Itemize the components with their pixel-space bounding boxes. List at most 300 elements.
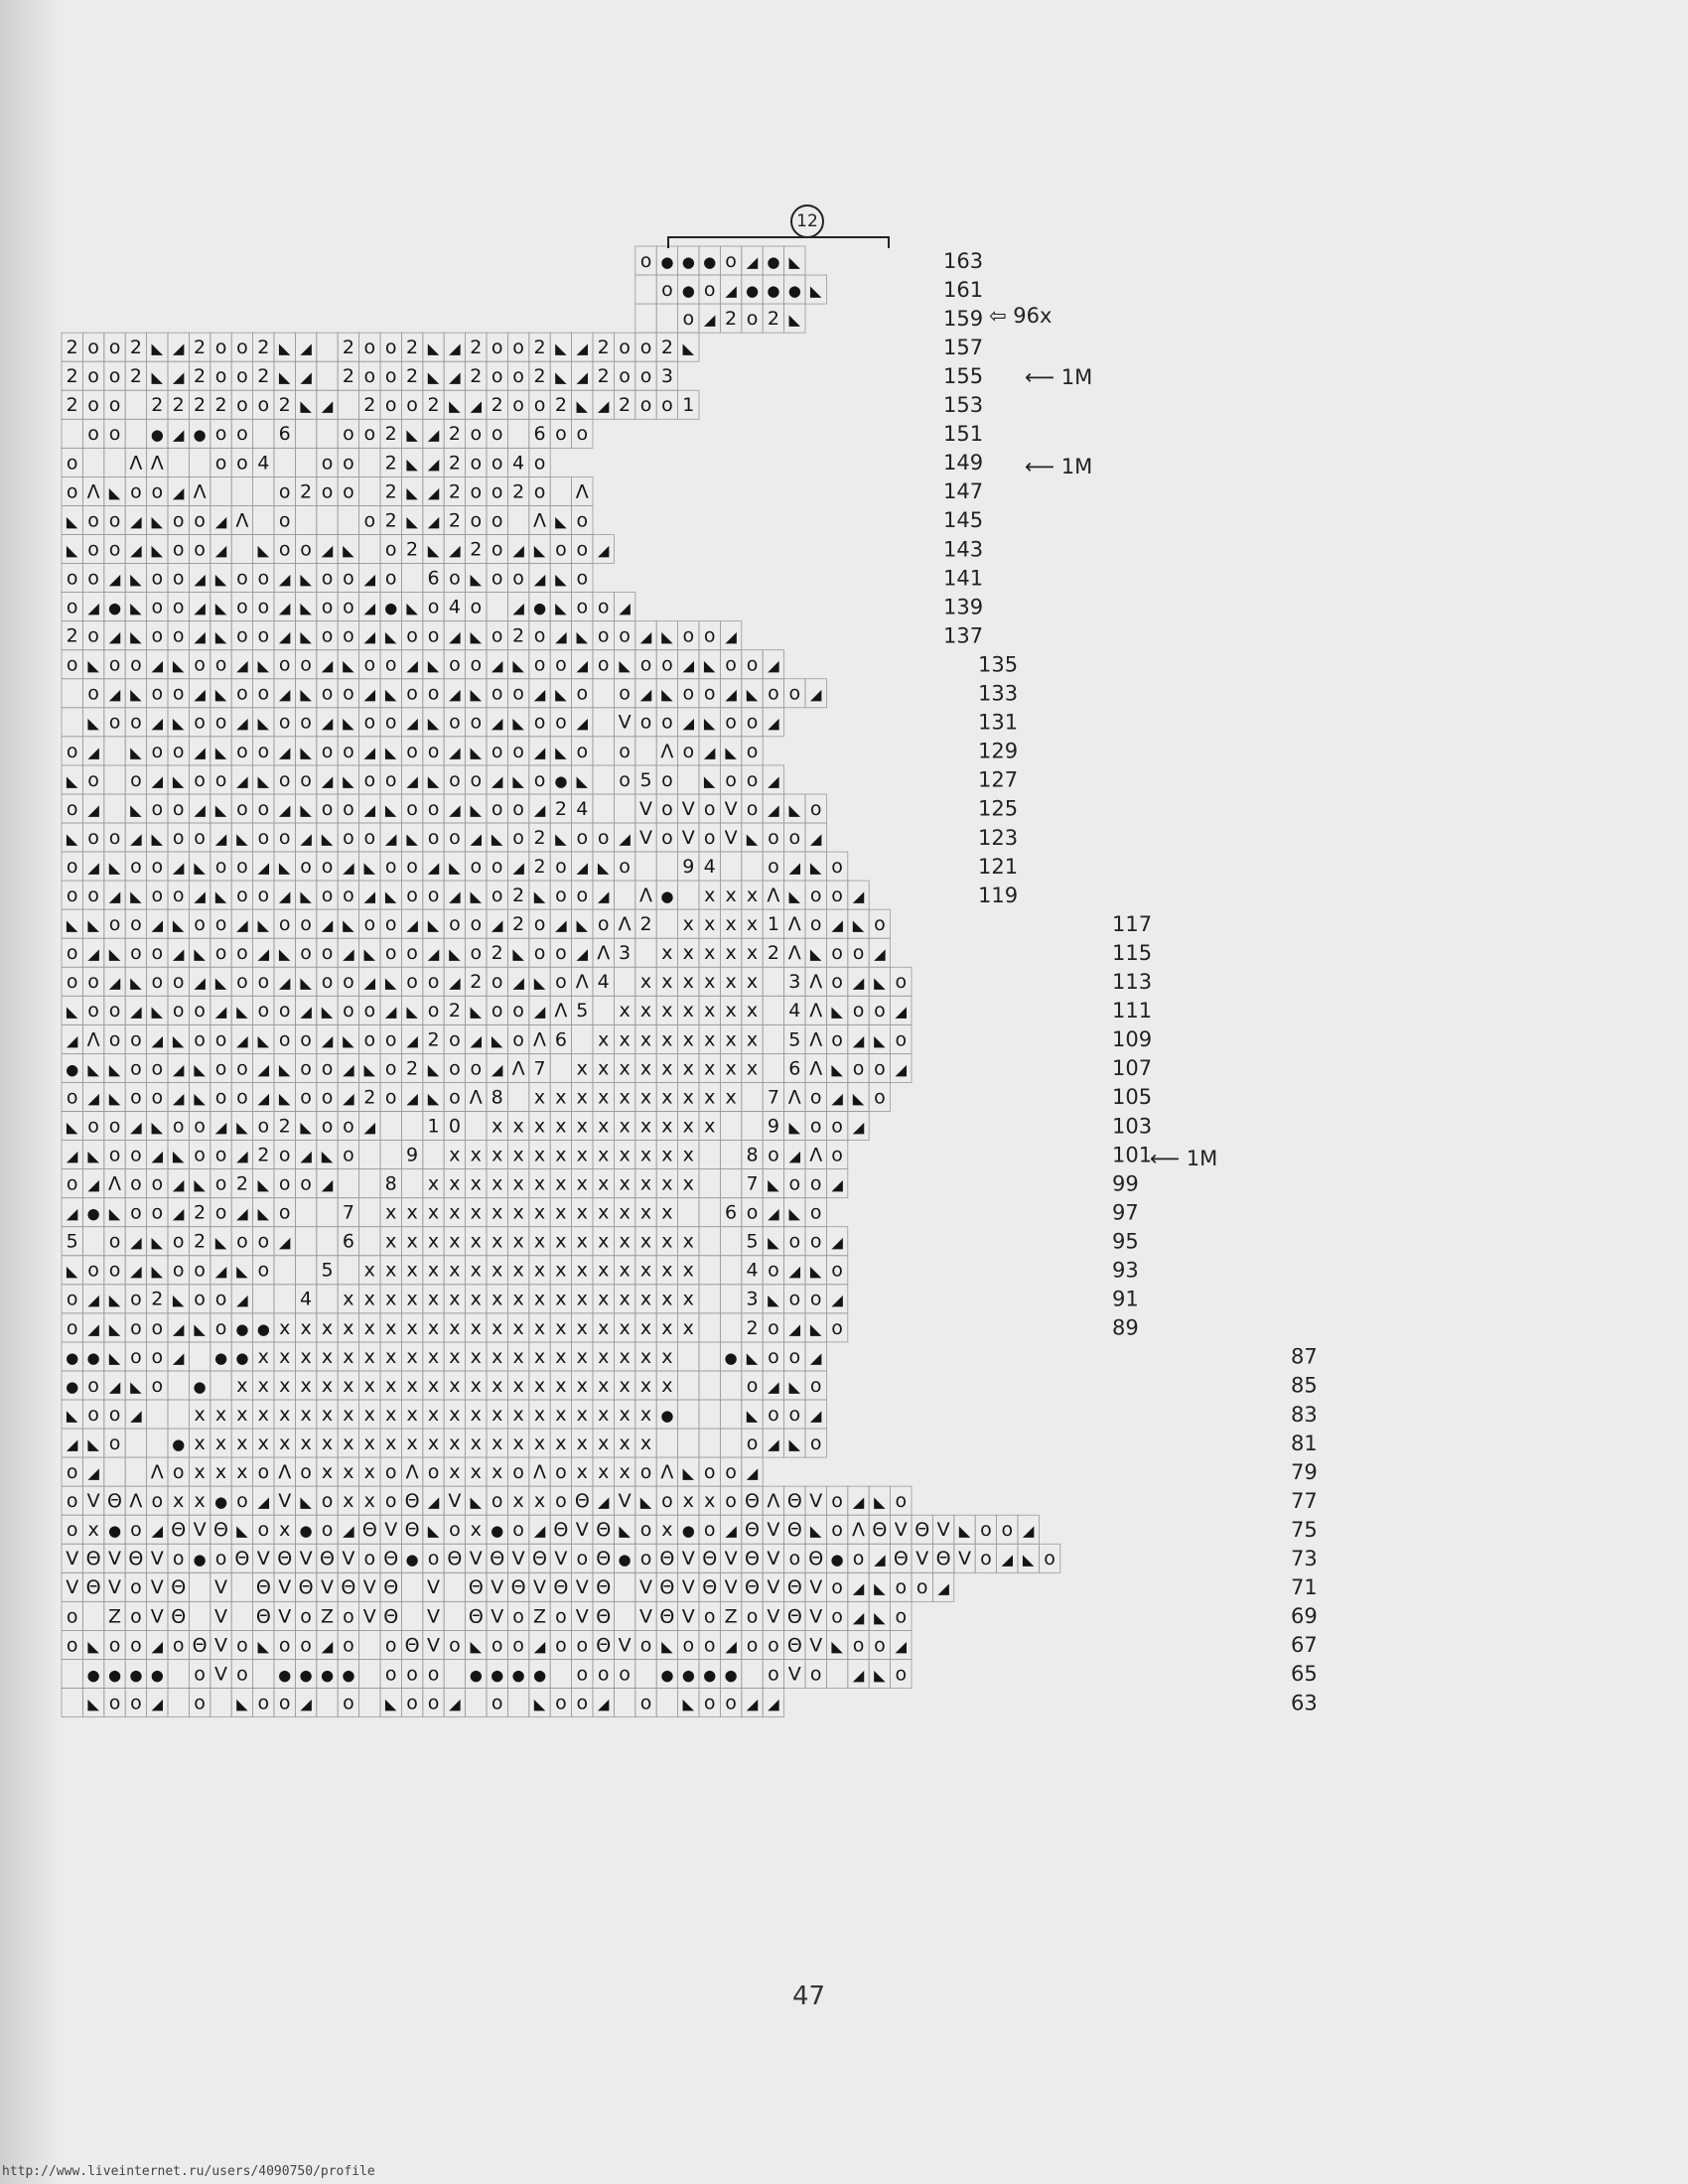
chart-symbol: Θ bbox=[786, 1576, 802, 1599]
chart-symbol: Θ bbox=[468, 1576, 484, 1599]
chart-symbol: ● bbox=[405, 1551, 419, 1570]
chart-cell bbox=[656, 1689, 677, 1717]
chart-symbol: ● bbox=[681, 281, 695, 300]
chart-symbol: x bbox=[576, 1374, 588, 1397]
chart-row-133 bbox=[62, 679, 1018, 708]
chart-symbol: o bbox=[172, 624, 185, 647]
chart-symbol: o bbox=[66, 1288, 78, 1310]
chart-symbol: o bbox=[852, 1634, 865, 1657]
chart-symbol: ● bbox=[107, 599, 122, 617]
chart-cell bbox=[550, 1053, 571, 1082]
chart-symbol: Θ bbox=[574, 1490, 590, 1513]
chart-symbol: ◢ bbox=[852, 1608, 865, 1627]
chart-symbol: ◣ bbox=[236, 1522, 248, 1541]
chart-symbol: ◣ bbox=[384, 887, 397, 906]
chart-symbol: x bbox=[427, 1201, 440, 1224]
chart-symbol: ◣ bbox=[257, 1637, 270, 1656]
chart-symbol: x bbox=[449, 1403, 461, 1426]
chart-symbol: ◢ bbox=[321, 397, 334, 416]
chart-symbol: ◣ bbox=[512, 771, 524, 790]
chart-cell bbox=[699, 1429, 720, 1457]
chart-symbol: ◢ bbox=[576, 945, 589, 964]
chart-symbol: o bbox=[257, 596, 270, 618]
chart-symbol: ◢ bbox=[151, 916, 164, 935]
chart-symbol: o bbox=[788, 1230, 801, 1253]
chart-cell bbox=[444, 1601, 465, 1630]
chart-cell bbox=[317, 1689, 338, 1717]
chart-cell bbox=[231, 1572, 252, 1601]
chart-symbol: o bbox=[363, 826, 376, 849]
chart-row-105 bbox=[62, 1082, 1152, 1111]
chart-cell bbox=[699, 1169, 720, 1198]
chart-symbol: 2 bbox=[533, 337, 546, 359]
chart-symbol: ◢ bbox=[87, 800, 99, 819]
chart-cell bbox=[742, 1112, 763, 1141]
chart-row-71 bbox=[62, 1572, 1318, 1601]
chart-symbol: ◣ bbox=[214, 627, 227, 646]
chart-row-107 bbox=[62, 1053, 1152, 1082]
chart-symbol: x bbox=[661, 1028, 673, 1051]
chart-symbol: o bbox=[470, 942, 483, 965]
chart-cell bbox=[826, 1659, 847, 1688]
chart-symbol: ◣ bbox=[321, 1003, 334, 1022]
row-number: 85 bbox=[1291, 1373, 1318, 1398]
chart-symbol: o bbox=[491, 1634, 503, 1657]
chart-symbol: o bbox=[343, 423, 354, 446]
chart-symbol: o bbox=[384, 538, 397, 561]
chart-symbol: x bbox=[576, 1086, 588, 1109]
chart-symbol: 5 bbox=[576, 1000, 589, 1023]
chart-symbol: 3 bbox=[788, 971, 801, 994]
chart-symbol: o bbox=[278, 768, 291, 791]
chart-symbol: ◣ bbox=[449, 858, 461, 877]
chart-symbol: o bbox=[576, 682, 589, 705]
chart-symbol: o bbox=[321, 1086, 334, 1109]
chart-symbol: o bbox=[703, 1519, 716, 1542]
chart-cell bbox=[253, 1659, 274, 1688]
chart-symbol: o bbox=[576, 538, 589, 561]
chart-symbol: o bbox=[257, 740, 270, 762]
chart-cell bbox=[678, 1342, 699, 1371]
chart-symbol: x bbox=[492, 1432, 503, 1454]
chart-symbol: V bbox=[681, 826, 695, 849]
chart-symbol: ◣ bbox=[449, 397, 461, 416]
chart-symbol: o bbox=[491, 1000, 503, 1023]
chart-symbol: 2 bbox=[129, 337, 142, 359]
chart-symbol: 2 bbox=[470, 538, 483, 561]
chart-symbol: o bbox=[236, 942, 248, 965]
chart-symbol: o bbox=[576, 885, 589, 907]
note-label: 1M bbox=[1060, 365, 1093, 389]
chart-symbol: o bbox=[427, 596, 440, 618]
chart-symbol: o bbox=[214, 942, 227, 965]
chart-symbol: x bbox=[661, 1201, 673, 1224]
chart-symbol: o bbox=[257, 1519, 270, 1542]
chart-symbol: o bbox=[831, 1115, 843, 1138]
chart-symbol: o bbox=[130, 1519, 142, 1542]
chart-symbol: ◢ bbox=[746, 1464, 759, 1483]
chart-symbol: 2 bbox=[512, 885, 525, 907]
chart-symbol: ◣ bbox=[363, 1060, 376, 1079]
chart-symbol: 2 bbox=[384, 509, 397, 532]
chart-cell bbox=[359, 1227, 380, 1256]
chart-cell bbox=[295, 1256, 316, 1285]
chart-symbol: ◣ bbox=[533, 541, 546, 560]
chart-symbol: o bbox=[300, 711, 312, 734]
chart-symbol: ◢ bbox=[257, 1493, 270, 1512]
chart-symbol: o bbox=[449, 1086, 461, 1109]
chart-row-149 bbox=[62, 448, 983, 477]
chart-cell bbox=[401, 1601, 422, 1630]
chart-symbol: ◣ bbox=[321, 1147, 334, 1165]
chart-symbol: o bbox=[130, 1345, 142, 1368]
chart-symbol: V bbox=[618, 1490, 632, 1513]
chart-symbol: V bbox=[639, 797, 652, 820]
chart-symbol: x bbox=[470, 1316, 482, 1339]
chart-symbol: o bbox=[703, 278, 716, 301]
chart-symbol: 2 bbox=[512, 913, 525, 936]
chart-symbol: ◣ bbox=[151, 541, 164, 560]
chart-symbol: ◢ bbox=[278, 627, 291, 646]
chart-cell bbox=[507, 505, 528, 534]
chart-symbol: ◣ bbox=[130, 570, 142, 589]
chart-symbol: o bbox=[87, 567, 99, 590]
chart-symbol: o bbox=[427, 797, 440, 820]
chart-symbol: o bbox=[300, 855, 312, 878]
chart-symbol: x bbox=[427, 1288, 440, 1310]
chart-symbol: x bbox=[725, 1028, 737, 1051]
chart-symbol: V bbox=[214, 1576, 227, 1599]
chart-symbol: ◢ bbox=[236, 916, 248, 935]
chart-symbol: o bbox=[470, 913, 483, 936]
chart-symbol: x bbox=[300, 1403, 312, 1426]
chart-symbol: o bbox=[130, 1201, 142, 1224]
chart-symbol: o bbox=[66, 1172, 78, 1195]
chart-symbol: ◢ bbox=[278, 800, 291, 819]
chart-symbol: x bbox=[639, 1230, 652, 1253]
chart-cell bbox=[720, 1256, 741, 1285]
chart-symbol: x bbox=[725, 913, 737, 936]
chart-symbol: o bbox=[108, 1000, 121, 1023]
chart-symbol: 2 bbox=[66, 624, 78, 647]
chart-symbol: ◣ bbox=[470, 743, 483, 761]
chart-symbol: x bbox=[682, 1490, 694, 1513]
chart-symbol: ◢ bbox=[512, 541, 524, 560]
chart-cell bbox=[593, 737, 614, 765]
chart-symbol: x bbox=[300, 1316, 312, 1339]
chart-symbol: o bbox=[384, 913, 397, 936]
chart-symbol: o bbox=[236, 740, 248, 762]
chart-symbol: o bbox=[406, 1663, 418, 1686]
chart-symbol: ◢ bbox=[809, 829, 822, 848]
chart-symbol: Θ bbox=[383, 1605, 399, 1628]
chart-symbol: o bbox=[809, 1201, 822, 1224]
chart-symbol: o bbox=[619, 365, 631, 388]
chart-symbol: x bbox=[533, 1144, 546, 1166]
chart-symbol: x bbox=[661, 1288, 673, 1310]
chart-symbol: ● bbox=[491, 1666, 504, 1685]
chart-symbol: Θ bbox=[553, 1519, 569, 1542]
chart-symbol: o bbox=[214, 913, 227, 936]
chart-symbol: o bbox=[87, 682, 99, 705]
chart-row-91 bbox=[62, 1285, 1139, 1313]
chart-row-145 bbox=[62, 505, 983, 534]
chart-cell bbox=[678, 1371, 699, 1400]
chart-row-99 bbox=[62, 1169, 1139, 1198]
chart-symbol: ◣ bbox=[87, 916, 99, 935]
chart-symbol: ◢ bbox=[788, 858, 801, 877]
chart-symbol: o bbox=[682, 740, 695, 762]
chart-symbol: o bbox=[703, 1461, 716, 1484]
chart-symbol: x bbox=[619, 1461, 631, 1484]
chart-symbol: o bbox=[194, 1000, 206, 1023]
chart-symbol: ◣ bbox=[725, 743, 737, 761]
chart-symbol: o bbox=[639, 365, 652, 388]
row-number: 161 bbox=[943, 277, 984, 302]
chart-symbol: o bbox=[343, 740, 354, 762]
chart-symbol: Θ bbox=[277, 1548, 293, 1570]
chart-symbol: o bbox=[831, 1519, 843, 1542]
chart-symbol: o bbox=[194, 509, 206, 532]
chart-symbol: x bbox=[533, 1230, 546, 1253]
chart-symbol: 4 bbox=[746, 1259, 759, 1282]
chart-symbol: x bbox=[598, 1403, 610, 1426]
chart-symbol: ◢ bbox=[151, 1031, 164, 1050]
chart-symbol: ◣ bbox=[343, 714, 354, 733]
row-number: 153 bbox=[943, 393, 984, 418]
chart-symbol: o bbox=[278, 1201, 291, 1224]
chart-symbol: o bbox=[194, 1288, 206, 1310]
chart-symbol: o bbox=[66, 1634, 78, 1657]
chart-symbol: o bbox=[576, 509, 589, 532]
chart-symbol: o bbox=[130, 1028, 142, 1051]
chart-symbol: o bbox=[321, 1519, 334, 1542]
chart-symbol: 2 bbox=[533, 365, 546, 388]
chart-symbol: ● bbox=[342, 1666, 355, 1685]
chart-symbol: o bbox=[214, 365, 227, 388]
chart-symbol: 6 bbox=[554, 1028, 567, 1051]
chart-symbol: ● bbox=[384, 599, 398, 617]
chart-symbol: o bbox=[597, 913, 610, 936]
chart-symbol: ◢ bbox=[172, 340, 185, 358]
chart-symbol: o bbox=[151, 1172, 164, 1195]
chart-symbol: x bbox=[343, 1461, 354, 1484]
chart-symbol: o bbox=[214, 1288, 227, 1310]
chart-symbol: Λ bbox=[511, 1057, 525, 1080]
chart-symbol: ◣ bbox=[236, 1695, 248, 1713]
chart-symbol: x bbox=[746, 885, 759, 907]
chart-symbol: o bbox=[619, 740, 631, 762]
chart-symbol: x bbox=[321, 1461, 334, 1484]
chart-symbol: ● bbox=[830, 1551, 844, 1570]
chart-cell bbox=[62, 419, 82, 448]
chart-symbol: o bbox=[895, 1576, 908, 1599]
chart-symbol: 2 bbox=[427, 1028, 440, 1051]
chart-symbol: x bbox=[427, 1172, 440, 1195]
chart-symbol: o bbox=[130, 942, 142, 965]
chart-symbol: ◢ bbox=[555, 916, 567, 935]
chart-symbol: ◢ bbox=[449, 974, 461, 993]
chart-symbol: ◢ bbox=[874, 945, 886, 964]
chart-cell bbox=[507, 1082, 528, 1111]
chart-symbol: ◢ bbox=[278, 743, 291, 761]
row-number: 87 bbox=[1291, 1344, 1318, 1369]
chart-symbol: Θ bbox=[702, 1576, 718, 1599]
chart-symbol: o bbox=[257, 1259, 270, 1282]
chart-symbol: x bbox=[470, 1172, 482, 1195]
chart-symbol: Z bbox=[107, 1605, 122, 1628]
chart-symbol: o bbox=[87, 768, 99, 791]
chart-cell bbox=[656, 1429, 677, 1457]
chart-symbol: V bbox=[681, 1548, 695, 1570]
chart-symbol: x bbox=[492, 1201, 503, 1224]
chart-symbol: Λ bbox=[575, 971, 589, 994]
chart-symbol: x bbox=[257, 1403, 269, 1426]
chart-symbol: ◣ bbox=[661, 685, 673, 704]
chart-symbol: ◢ bbox=[172, 1319, 185, 1338]
chart-symbol: ◣ bbox=[257, 656, 270, 675]
chart-symbol: ◣ bbox=[278, 945, 291, 964]
chart-symbol: o bbox=[321, 942, 334, 965]
chart-symbol: V bbox=[724, 797, 738, 820]
chart-symbol: ● bbox=[193, 426, 207, 445]
row-number: 143 bbox=[943, 537, 984, 562]
chart-symbol: 2 bbox=[66, 337, 78, 359]
note-row-149 bbox=[1025, 455, 1092, 478]
chart-symbol: ◢ bbox=[278, 974, 291, 993]
chart-symbol: o bbox=[194, 653, 206, 676]
row-number: 139 bbox=[943, 595, 984, 619]
chart-symbol: o bbox=[809, 1374, 822, 1397]
chart-symbol: o bbox=[87, 826, 99, 849]
chart-cell bbox=[720, 1313, 741, 1342]
chart-symbol: o bbox=[725, 653, 737, 676]
chart-symbol: Λ bbox=[809, 1057, 823, 1080]
chart-row-127 bbox=[62, 765, 1018, 794]
chart-symbol: ● bbox=[193, 1377, 207, 1396]
chart-symbol: o bbox=[257, 1692, 270, 1714]
chart-symbol: o bbox=[449, 653, 461, 676]
chart-symbol: Λ bbox=[597, 942, 611, 965]
chart-symbol: ◣ bbox=[576, 771, 589, 790]
chart-symbol: x bbox=[363, 1259, 375, 1282]
chart-symbol: ◢ bbox=[343, 1522, 354, 1541]
chart-symbol: ◣ bbox=[874, 1493, 886, 1512]
chart-symbol: ◢ bbox=[725, 627, 737, 646]
chart-symbol: o bbox=[661, 711, 673, 734]
chart-cell bbox=[189, 1601, 210, 1630]
chart-symbol: V bbox=[108, 1548, 121, 1570]
chart-symbol: ● bbox=[129, 1666, 143, 1685]
chart-symbol: o bbox=[321, 682, 334, 705]
chart-cell bbox=[742, 852, 763, 881]
chart-symbol: ◢ bbox=[214, 512, 227, 531]
chart-symbol: o bbox=[172, 1000, 185, 1023]
chart-symbol: ◢ bbox=[278, 685, 291, 704]
chart-symbol: ◢ bbox=[768, 800, 779, 819]
chart-symbol: x bbox=[682, 1115, 694, 1138]
chart-symbol: o bbox=[151, 885, 164, 907]
chart-symbol: o bbox=[194, 1115, 206, 1138]
chart-symbol: ◢ bbox=[725, 281, 737, 300]
chart-cell bbox=[125, 1457, 146, 1486]
chart-symbol: ◢ bbox=[300, 1147, 312, 1165]
chart-symbol: o bbox=[746, 1432, 759, 1454]
row-number: 77 bbox=[1291, 1488, 1318, 1513]
chart-symbol: o bbox=[406, 624, 418, 647]
chart-symbol: o bbox=[363, 711, 376, 734]
row-number: 95 bbox=[1112, 1229, 1139, 1254]
chart-cell bbox=[678, 1429, 699, 1457]
chart-cell bbox=[487, 593, 507, 621]
chart-cell bbox=[62, 708, 82, 737]
chart-symbol: ◣ bbox=[533, 1695, 546, 1713]
chart-symbol: x bbox=[449, 1172, 461, 1195]
chart-cell bbox=[550, 1659, 571, 1688]
chart-symbol: x bbox=[279, 1519, 291, 1542]
chart-cell bbox=[211, 1689, 231, 1717]
chart-symbol: ◣ bbox=[108, 1348, 121, 1367]
chart-symbol: 2 bbox=[746, 1316, 759, 1339]
chart-symbol: ◣ bbox=[619, 656, 631, 675]
chart-symbol: o bbox=[66, 567, 78, 590]
chart-symbol: ◢ bbox=[597, 397, 610, 416]
chart-symbol: x bbox=[300, 1345, 312, 1368]
chart-symbol: o bbox=[343, 480, 354, 503]
chart-symbol: o bbox=[108, 1634, 121, 1657]
chart-symbol: ◣ bbox=[172, 1291, 185, 1309]
chart-symbol: x bbox=[512, 1403, 524, 1426]
chart-symbol: ◢ bbox=[172, 858, 185, 877]
chart-symbol: x bbox=[343, 1490, 354, 1513]
chart-symbol: ◢ bbox=[151, 1695, 164, 1713]
chart-symbol: 2 bbox=[725, 308, 738, 331]
chart-symbol: ◣ bbox=[746, 1348, 759, 1367]
chart-symbol: o bbox=[236, 1663, 248, 1686]
chart-symbol: ◣ bbox=[130, 974, 142, 993]
chart-symbol: Θ bbox=[872, 1519, 888, 1542]
chart-symbol: ◣ bbox=[172, 916, 185, 935]
chart-symbol: x bbox=[492, 1115, 503, 1138]
chart-symbol: 6 bbox=[342, 1230, 354, 1253]
chart-symbol: x bbox=[492, 1172, 503, 1195]
chart-symbol: ◣ bbox=[66, 541, 78, 560]
chart-symbol: o bbox=[809, 885, 822, 907]
chart-symbol: o bbox=[236, 365, 248, 388]
chart-symbol: ◢ bbox=[384, 829, 397, 848]
chart-symbol: ◢ bbox=[788, 1262, 801, 1281]
chart-symbol: ◣ bbox=[194, 858, 206, 877]
chart-symbol: ◣ bbox=[470, 1003, 483, 1022]
chart-symbol: Θ bbox=[404, 1634, 420, 1657]
chart-symbol: x bbox=[470, 1144, 482, 1166]
row-number: 131 bbox=[978, 710, 1019, 735]
chart-symbol: ◣ bbox=[130, 685, 142, 704]
chart-symbol: o bbox=[470, 480, 483, 503]
chart-symbol: o bbox=[87, 1115, 99, 1138]
chart-symbol: x bbox=[533, 1086, 546, 1109]
chart-symbol: x bbox=[279, 1374, 291, 1397]
row-number: 73 bbox=[1291, 1547, 1318, 1571]
chart-symbol: x bbox=[639, 971, 652, 994]
chart-symbol: o bbox=[214, 452, 227, 475]
chart-symbol: ◣ bbox=[555, 368, 567, 387]
chart-symbol: x bbox=[555, 1115, 567, 1138]
chart-symbol: x bbox=[682, 1144, 694, 1166]
chart-symbol: o bbox=[278, 1634, 291, 1657]
chart-cell bbox=[211, 1371, 231, 1400]
chart-symbol: V bbox=[767, 1519, 780, 1542]
